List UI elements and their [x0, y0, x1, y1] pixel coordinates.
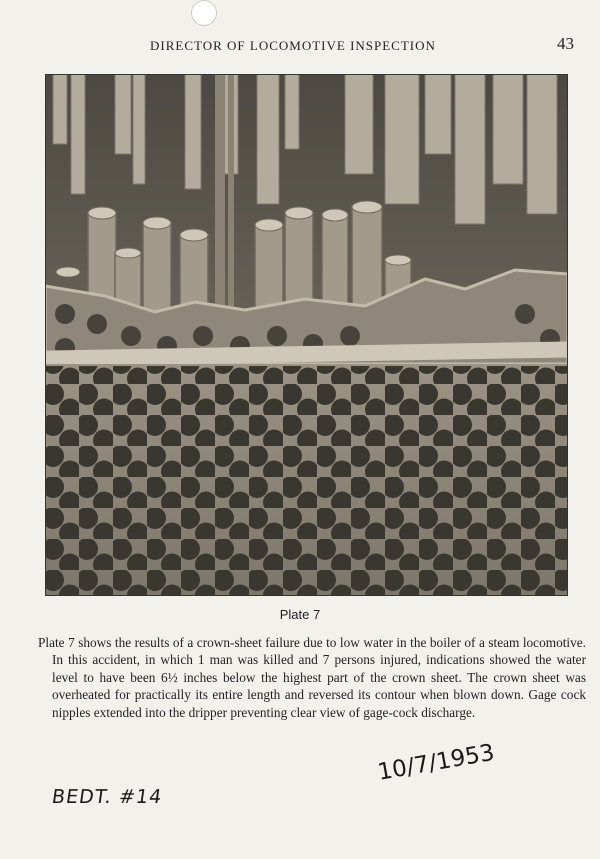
description-paragraph: Plate 7 shows the results of a crown-sheet failure due to low water in the boiler of a steam locomotive. In this accident, in which 1 man was killed and 7 persons injured, indications showed the water level to have been 6½ inches below the highest part of the crown sheet. The crown sheet was overheated for practically its entire length and reversed its contour when blown down. Gage cock nipples extended into the dripper preventing clear view of gage-cock discharge.	[38, 635, 586, 720]
punch-hole	[191, 0, 217, 26]
handwritten-date: 10/7/1953	[375, 739, 497, 786]
plate-photograph	[45, 74, 568, 596]
handwritten-note-left: BEDT. #14	[50, 786, 164, 808]
running-title: DIRECTOR OF LOCOMOTIVE INSPECTION	[150, 38, 436, 53]
plate-caption-title: Plate 7	[279, 607, 321, 622]
page-number: 43	[557, 34, 574, 53]
crown-sheet-photo	[45, 74, 568, 596]
plate-description	[38, 634, 586, 721]
